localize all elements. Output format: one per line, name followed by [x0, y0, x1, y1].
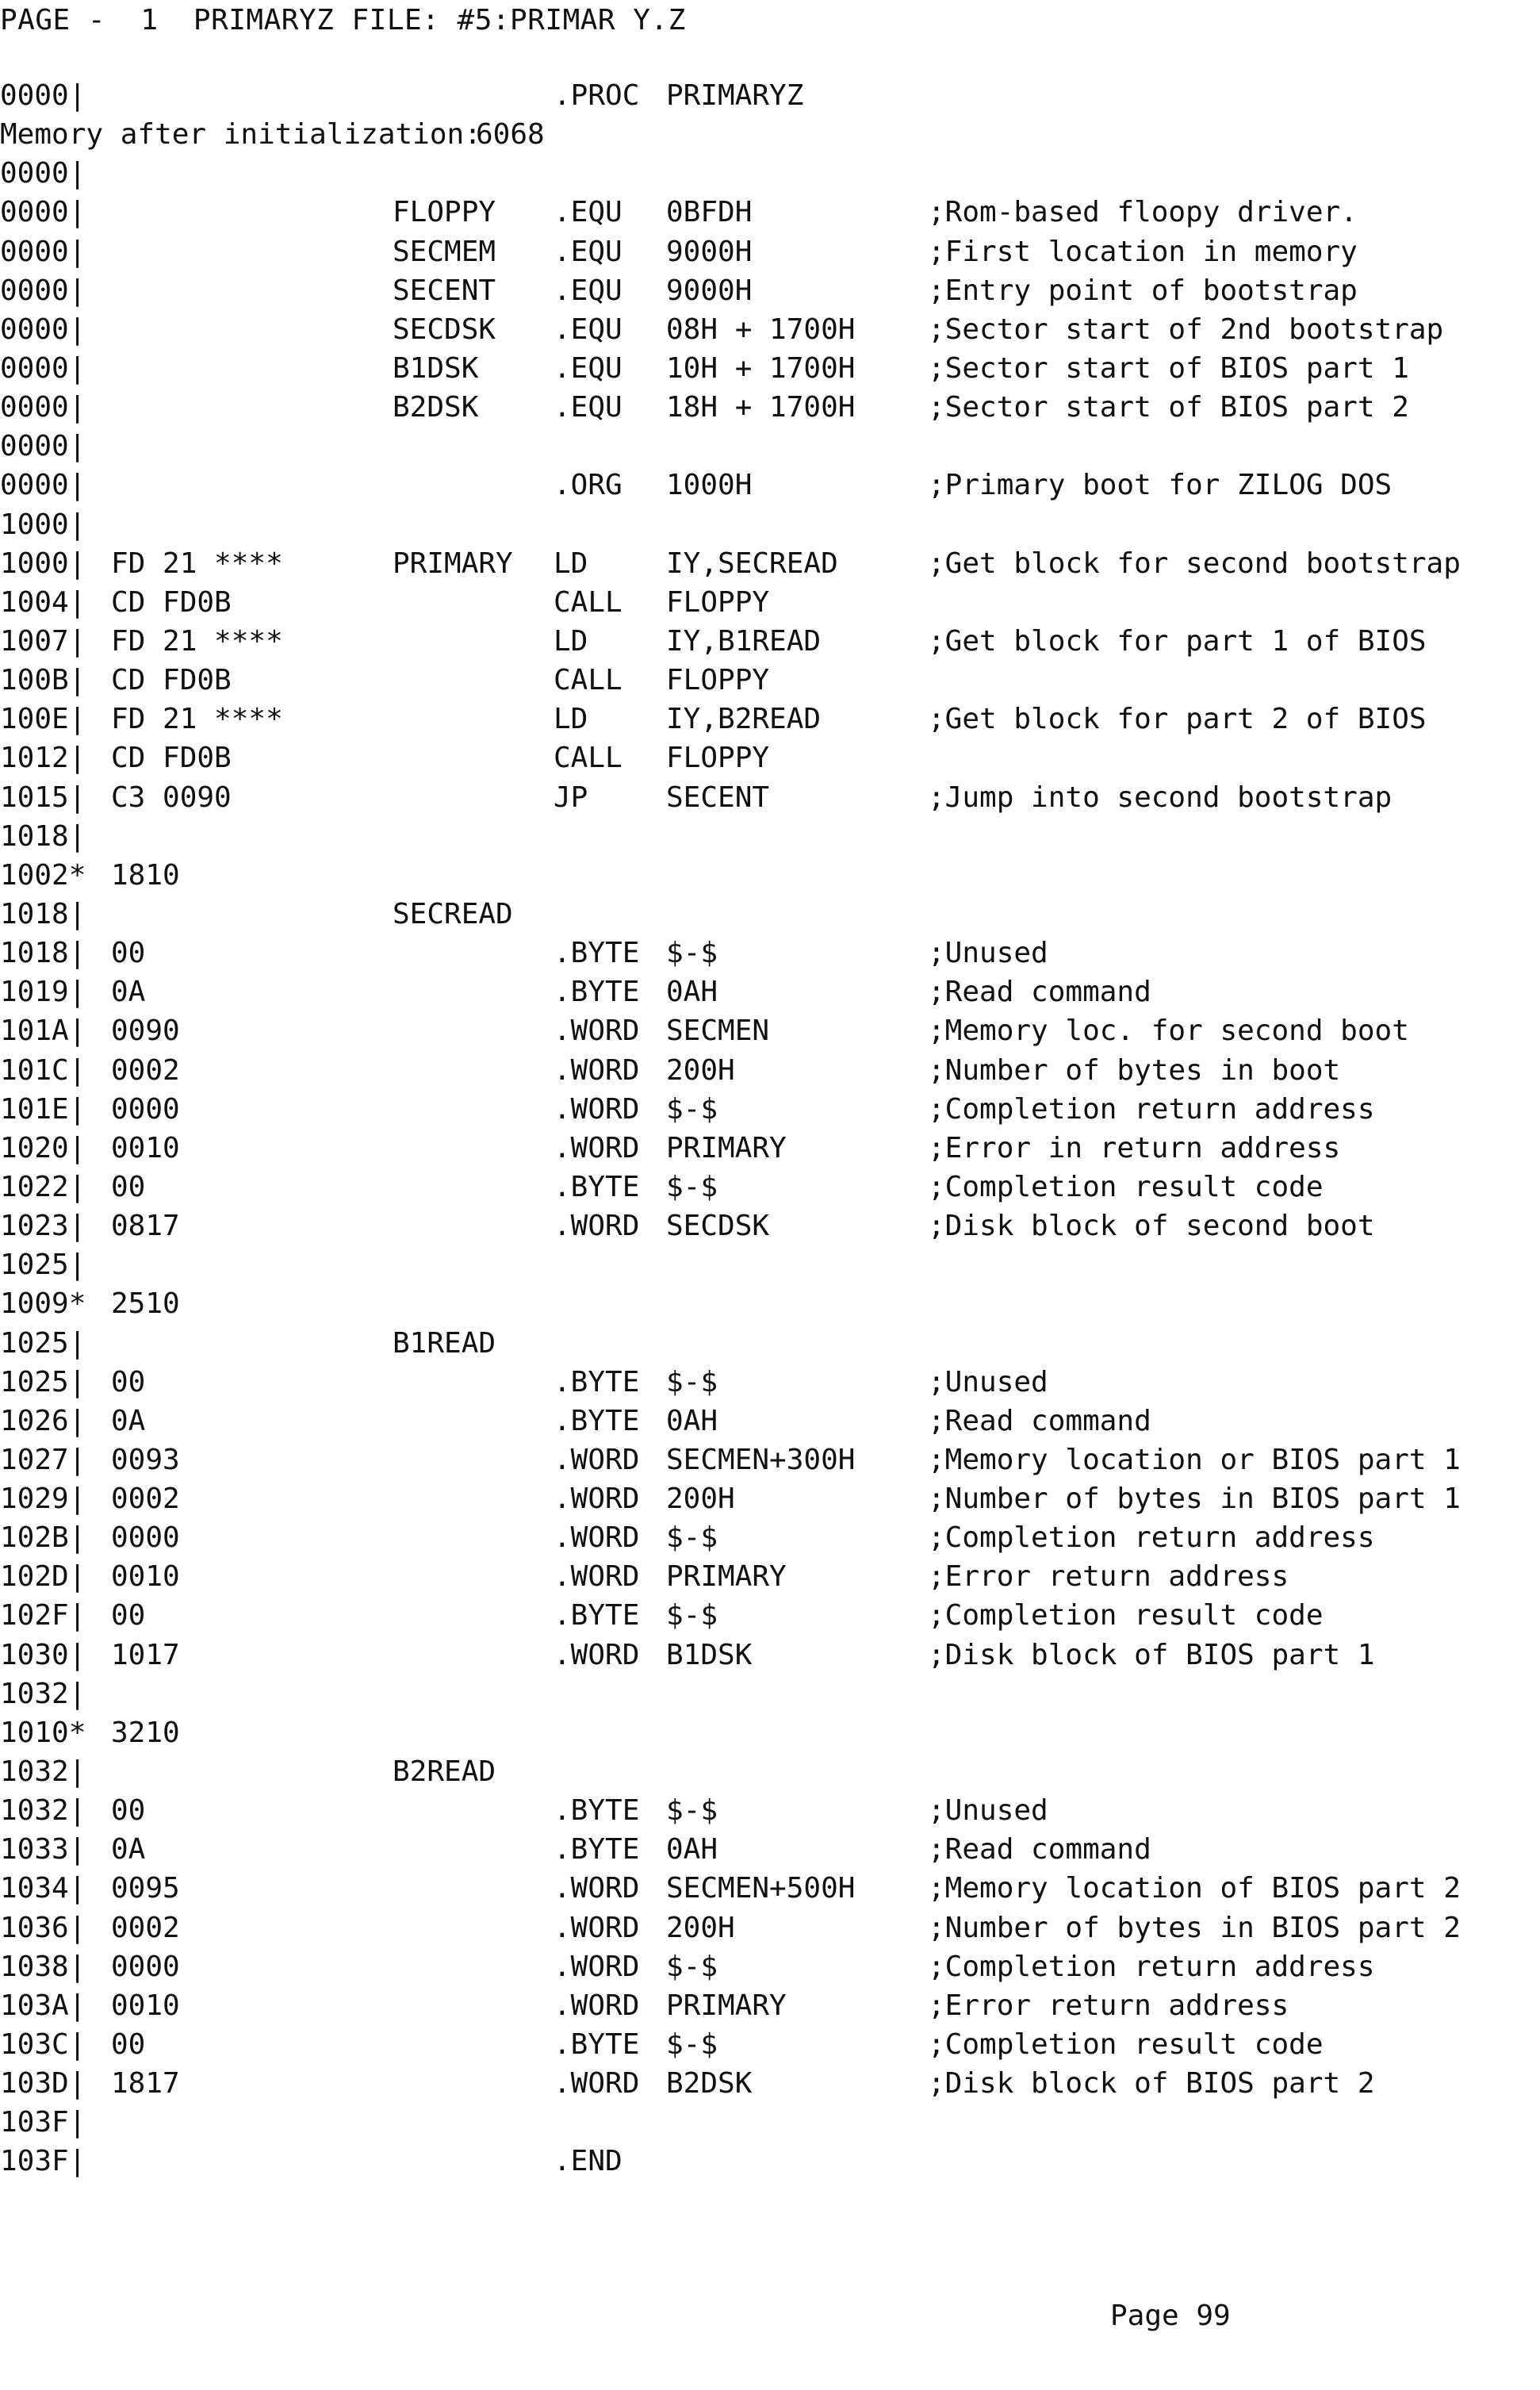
assembly-listing [0, 76, 1540, 2181]
listing-line [0, 388, 1540, 427]
line-comment: ;Completion return address [928, 1950, 1375, 1983]
line-mnemonic: .EQU [554, 391, 623, 424]
line-object-code: 00 [111, 1365, 146, 1398]
line-mnemonic: LD [554, 624, 588, 658]
line-address: 1000| [0, 508, 86, 541]
line-address: 0000| [0, 391, 86, 424]
line-comment: ;Read command [928, 976, 1151, 1009]
line-operand: 0AH [666, 976, 718, 1009]
listing-line [0, 1207, 1540, 1245]
line-address: 1025| [0, 1249, 86, 1282]
line-operand: $-$ [666, 1599, 718, 1632]
line-operand: SECMEN+300H [666, 1443, 856, 1476]
line-operand: SECDSK [666, 1210, 770, 1243]
listing-line [0, 778, 1540, 817]
line-comment: ;First location in memory [928, 235, 1358, 268]
line-address: 0000| [0, 157, 86, 190]
memory-note-line [0, 115, 1540, 154]
line-comment: ;Error return address [928, 1560, 1289, 1594]
line-object-code: 0000 [111, 1950, 180, 1983]
listing-line [0, 2064, 1540, 2103]
line-address: 1018| [0, 819, 86, 853]
line-mnemonic: .EQU [554, 235, 623, 268]
line-address: 1018| [0, 897, 86, 930]
line-label: B2READ [393, 1755, 496, 1789]
line-address: 1038| [0, 1950, 86, 1983]
listing-line [0, 1324, 1540, 1363]
line-address: 1032| [0, 1755, 86, 1789]
line-label: B2DSK [393, 391, 479, 424]
line-operand: IY,B1READ [666, 624, 822, 658]
line-label: B1DSK [393, 351, 479, 385]
listing-line [0, 1090, 1540, 1129]
line-object-code: 1817 [111, 2067, 180, 2100]
line-comment: ;Error return address [928, 1989, 1289, 2022]
line-comment: ;Disk block of BIOS part 2 [928, 2067, 1375, 2100]
line-object-code: 0093 [111, 1443, 180, 1476]
memory-note-label: Memory after initialization: [0, 118, 481, 152]
line-comment: ;Completion result code [928, 2028, 1324, 2062]
line-mnemonic: .WORD [554, 1989, 640, 2022]
listing-line [0, 1518, 1540, 1557]
line-operand: PRIMARY [666, 1989, 787, 2022]
line-mnemonic: .BYTE [554, 1404, 640, 1437]
listing-line [0, 232, 1540, 271]
line-comment: ;Number of bytes in BIOS part 1 [928, 1483, 1461, 1516]
line-operand: PRIMARY [666, 1560, 787, 1594]
listing-line [0, 349, 1540, 388]
line-operand: 9000H [666, 235, 753, 268]
line-comment: ;Completion return address [928, 1092, 1375, 1126]
listing-line [0, 310, 1540, 349]
line-operand: 18H + 1700H [666, 391, 856, 424]
listing-line [0, 544, 1540, 583]
line-comment: ;Entry point of bootstrap [928, 274, 1358, 307]
listing-line [0, 466, 1540, 504]
listing-line [0, 1051, 1540, 1090]
line-mnemonic: .WORD [554, 1560, 640, 1594]
line-operand: SECMEN+500H [666, 1872, 856, 1905]
line-mnemonic: .BYTE [554, 1599, 640, 1632]
line-operand: SECENT [666, 781, 770, 814]
line-operand: IY,SECREAD [666, 547, 838, 580]
listing-line [0, 2103, 1540, 2142]
line-address: 103D| [0, 2067, 86, 2100]
line-operand: $-$ [666, 1092, 718, 1126]
line-mnemonic: .WORD [554, 1131, 640, 1164]
line-operand: 200H [666, 1911, 735, 1944]
line-operand: $-$ [666, 1950, 718, 1983]
line-address: 1010* [0, 1716, 86, 1749]
line-operand: 200H [666, 1053, 735, 1087]
memory-note-value: 6068 [476, 118, 545, 152]
line-address: 1009* [0, 1287, 86, 1321]
line-address: 1020| [0, 1131, 86, 1164]
line-object-code: 0002 [111, 1911, 180, 1944]
line-comment: ;Sector start of 2nd bootstrap [928, 313, 1444, 346]
line-operand: PRIMARYZ [666, 79, 804, 112]
line-object-code: CD FD0B [111, 585, 232, 619]
line-comment: ;Disk block of BIOS part 1 [928, 1638, 1375, 1671]
line-mnemonic: LD [554, 703, 588, 736]
line-mnemonic: .EQU [554, 313, 623, 346]
line-comment: ;Completion return address [928, 1521, 1375, 1555]
line-address: 0000| [0, 79, 86, 112]
line-operand: B1DSK [666, 1638, 753, 1671]
listing-line [0, 76, 1540, 115]
listing-line [0, 1636, 1540, 1675]
line-object-code: 0010 [111, 1989, 180, 2022]
line-operand: 08H + 1700H [666, 313, 856, 346]
line-address: 1022| [0, 1170, 86, 1203]
listing-line [0, 1752, 1540, 1791]
line-object-code: 1810 [111, 858, 180, 892]
line-comment: ;Number of bytes in BIOS part 2 [928, 1911, 1461, 1944]
line-mnemonic: CALL [554, 664, 623, 697]
line-label: SECDSK [393, 313, 496, 346]
line-comment: ;Unused [928, 1365, 1048, 1398]
line-address: 103F| [0, 2106, 86, 2139]
line-mnemonic: .WORD [554, 1911, 640, 1944]
line-address: 102B| [0, 1521, 86, 1555]
line-operand: $-$ [666, 2028, 718, 2062]
line-address: 0000| [0, 235, 86, 268]
line-label: B1READ [393, 1326, 496, 1360]
line-mnemonic: CALL [554, 585, 623, 619]
line-address: 1032| [0, 1794, 86, 1828]
line-comment: ;Get block for second bootstrap [928, 547, 1461, 580]
listing-line [0, 738, 1540, 777]
line-address: 1036| [0, 1911, 86, 1944]
line-address: 1030| [0, 1638, 86, 1671]
listing-line [0, 1830, 1540, 1869]
line-comment: ;Rom-based floopy driver. [928, 196, 1358, 229]
line-object-code: 0002 [111, 1483, 180, 1516]
listing-line [0, 1129, 1540, 1168]
listing-line [0, 856, 1540, 895]
line-operand: $-$ [666, 1170, 718, 1203]
line-object-code: 0002 [111, 1053, 180, 1087]
line-address: 100E| [0, 703, 86, 736]
listing-line [0, 817, 1540, 856]
line-operand: $-$ [666, 937, 718, 970]
line-address: 1019| [0, 976, 86, 1009]
line-comment: ;Sector start of BIOS part 2 [928, 391, 1409, 424]
listing-line [0, 1363, 1540, 1402]
line-object-code: FD 21 **** [111, 547, 283, 580]
line-mnemonic: JP [554, 781, 588, 814]
line-object-code: 0000 [111, 1521, 180, 1555]
line-object-code: 0A [111, 976, 146, 1009]
line-object-code: 0095 [111, 1872, 180, 1905]
line-operand: FLOPPY [666, 742, 770, 775]
line-mnemonic: .BYTE [554, 976, 640, 1009]
line-comment: ;Unused [928, 937, 1048, 970]
listing-line [0, 661, 1540, 700]
listing-line [0, 934, 1540, 972]
listing-line [0, 1791, 1540, 1830]
line-mnemonic: .WORD [554, 1638, 640, 1671]
listing-line [0, 1479, 1540, 1518]
listing-line [0, 1402, 1540, 1441]
line-address: 1025| [0, 1326, 86, 1360]
line-mnemonic: LD [554, 547, 588, 580]
line-operand: B2DSK [666, 2067, 753, 2100]
line-address: 1012| [0, 742, 86, 775]
line-address: 1023| [0, 1210, 86, 1243]
line-object-code: 1017 [111, 1638, 180, 1671]
line-label: FLOPPY [393, 196, 496, 229]
line-address: 1000| [0, 547, 86, 580]
line-address: 101E| [0, 1092, 86, 1126]
line-object-code: 0A [111, 1833, 146, 1866]
line-address: 1026| [0, 1404, 86, 1437]
line-comment: ;Unused [928, 1794, 1048, 1828]
line-address: 1015| [0, 781, 86, 814]
line-operand: PRIMARY [666, 1131, 787, 1164]
line-operand: $-$ [666, 1521, 718, 1555]
line-comment: ;Read command [928, 1833, 1151, 1866]
line-mnemonic: .WORD [554, 1521, 640, 1555]
line-object-code: CD FD0B [111, 664, 232, 697]
line-operand: SECMEN [666, 1015, 770, 1048]
line-mnemonic: .EQU [554, 274, 623, 307]
line-comment: ;Memory location or BIOS part 1 [928, 1443, 1461, 1476]
line-object-code: 00 [111, 2028, 146, 2062]
line-mnemonic: .BYTE [554, 2028, 640, 2062]
line-mnemonic: .EQU [554, 351, 623, 385]
line-mnemonic: .BYTE [554, 937, 640, 970]
listing-line [0, 1596, 1540, 1635]
line-operand: 0AH [666, 1404, 718, 1437]
line-comment: ;Memory loc. for second boot [928, 1015, 1409, 1048]
line-address: 1018| [0, 937, 86, 970]
line-mnemonic: .BYTE [554, 1170, 640, 1203]
listing-line [0, 505, 1540, 544]
line-address: 100B| [0, 664, 86, 697]
line-object-code: CD FD0B [111, 742, 232, 775]
line-comment: ;Primary boot for ZILOG DOS [928, 469, 1393, 502]
line-object-code: 3210 [111, 1716, 180, 1749]
line-label: SECENT [393, 274, 496, 307]
line-address: 0000| [0, 313, 86, 346]
line-object-code: FD 21 **** [111, 624, 283, 658]
listing-line [0, 154, 1540, 193]
listing-line [0, 193, 1540, 232]
line-object-code: 0000 [111, 1092, 180, 1126]
line-comment: ;Number of bytes in boot [928, 1053, 1341, 1087]
line-comment: ;Completion result code [928, 1599, 1324, 1632]
line-object-code: 2510 [111, 1287, 180, 1321]
line-address: 101A| [0, 1015, 86, 1048]
line-mnemonic: .END [554, 2145, 623, 2178]
line-address: 102D| [0, 1560, 86, 1594]
line-operand: $-$ [666, 1794, 718, 1828]
line-comment: ;Get block for part 1 of BIOS [928, 624, 1427, 658]
listing-line [0, 2025, 1540, 2064]
line-comment: ;Read command [928, 1404, 1151, 1437]
line-mnemonic: .BYTE [554, 1794, 640, 1828]
listing-line [0, 427, 1540, 466]
listing-line [0, 1947, 1540, 1986]
line-address: 1029| [0, 1483, 86, 1516]
line-comment: ;Memory location of BIOS part 2 [928, 1872, 1461, 1905]
line-address: 1002* [0, 858, 86, 892]
line-address: 0000| [0, 196, 86, 229]
line-address: 102F| [0, 1599, 86, 1632]
line-label: SECMEM [393, 235, 496, 268]
line-operand: IY,B2READ [666, 703, 822, 736]
line-mnemonic: .WORD [554, 1483, 640, 1516]
line-address: 103F| [0, 2145, 86, 2178]
line-comment: ;Sector start of BIOS part 1 [928, 351, 1409, 385]
line-comment: ;Error in return address [928, 1131, 1341, 1164]
line-object-code: 0817 [111, 1210, 180, 1243]
line-operand: $-$ [666, 1365, 718, 1398]
listing-line [0, 1168, 1540, 1207]
line-operand: FLOPPY [666, 585, 770, 619]
line-operand: 9000H [666, 274, 753, 307]
line-address: 1027| [0, 1443, 86, 1476]
line-address: 0000| [0, 430, 86, 463]
listing-line [0, 700, 1540, 738]
line-mnemonic: .WORD [554, 1443, 640, 1476]
listing-line [0, 1986, 1540, 2025]
listing-line [0, 1245, 1540, 1284]
line-operand: 200H [666, 1483, 735, 1516]
line-address: 0000| [0, 469, 86, 502]
line-object-code: 0010 [111, 1560, 180, 1594]
listing-line [0, 1675, 1540, 1713]
line-label: PRIMARY [393, 547, 513, 580]
line-object-code: 00 [111, 1794, 146, 1828]
line-object-code: 00 [111, 937, 146, 970]
listing-line [0, 972, 1540, 1011]
line-address: 101C| [0, 1053, 86, 1087]
line-address: 1032| [0, 1677, 86, 1710]
line-operand: 0AH [666, 1833, 718, 1866]
line-address: 0000| [0, 351, 86, 385]
line-mnemonic: .WORD [554, 1053, 640, 1087]
line-object-code: 00 [111, 1599, 146, 1632]
page-header: PAGE - 1 PRIMARYZ FILE: #5:PRIMAR Y.Z [0, 4, 686, 36]
line-mnemonic: .WORD [554, 1950, 640, 1983]
line-operand: 1000H [666, 469, 753, 502]
listing-line [0, 1909, 1540, 1947]
line-mnemonic: .BYTE [554, 1365, 640, 1398]
line-comment: ;Disk block of second boot [928, 1210, 1375, 1243]
line-operand: FLOPPY [666, 664, 770, 697]
line-object-code: 0090 [111, 1015, 180, 1048]
line-mnemonic: .PROC [554, 79, 640, 112]
listing-line [0, 1869, 1540, 1908]
line-mnemonic: .ORG [554, 469, 623, 502]
line-address: 103A| [0, 1989, 86, 2022]
line-mnemonic: .EQU [554, 196, 623, 229]
listing-line [0, 895, 1540, 934]
line-object-code: 00 [111, 1170, 146, 1203]
line-mnemonic: .WORD [554, 1092, 640, 1126]
line-comment: ;Jump into second bootstrap [928, 781, 1393, 814]
line-operand: 10H + 1700H [666, 351, 856, 385]
line-object-code: 0010 [111, 1131, 180, 1164]
line-object-code: C3 0090 [111, 781, 232, 814]
line-address: 0000| [0, 274, 86, 307]
line-address: 1004| [0, 585, 86, 619]
line-address: 1033| [0, 1833, 86, 1866]
listing-line [0, 1557, 1540, 1596]
listing-line [0, 1713, 1540, 1752]
listing-line [0, 271, 1540, 310]
listing-line [0, 622, 1540, 661]
line-mnemonic: .BYTE [554, 1833, 640, 1866]
line-mnemonic: .WORD [554, 2067, 640, 2100]
line-label: SECREAD [393, 897, 513, 930]
line-operand: 0BFDH [666, 196, 753, 229]
line-comment: ;Completion result code [928, 1170, 1324, 1203]
line-object-code: FD 21 **** [111, 703, 283, 736]
line-mnemonic: .WORD [554, 1210, 640, 1243]
line-address: 1007| [0, 624, 86, 658]
listing-line [0, 1284, 1540, 1323]
listing-line [0, 1011, 1540, 1050]
line-mnemonic: .WORD [554, 1015, 640, 1048]
line-comment: ;Get block for part 2 of BIOS [928, 703, 1427, 736]
listing-line [0, 2142, 1540, 2181]
line-address: 103C| [0, 2028, 86, 2062]
listing-line [0, 1441, 1540, 1479]
listing-line [0, 583, 1540, 622]
page-number: Page 99 [1110, 2300, 1231, 2332]
line-object-code: 0A [111, 1404, 146, 1437]
line-mnemonic: CALL [554, 742, 623, 775]
line-address: 1034| [0, 1872, 86, 1905]
line-mnemonic: .WORD [554, 1872, 640, 1905]
line-address: 1025| [0, 1365, 86, 1398]
